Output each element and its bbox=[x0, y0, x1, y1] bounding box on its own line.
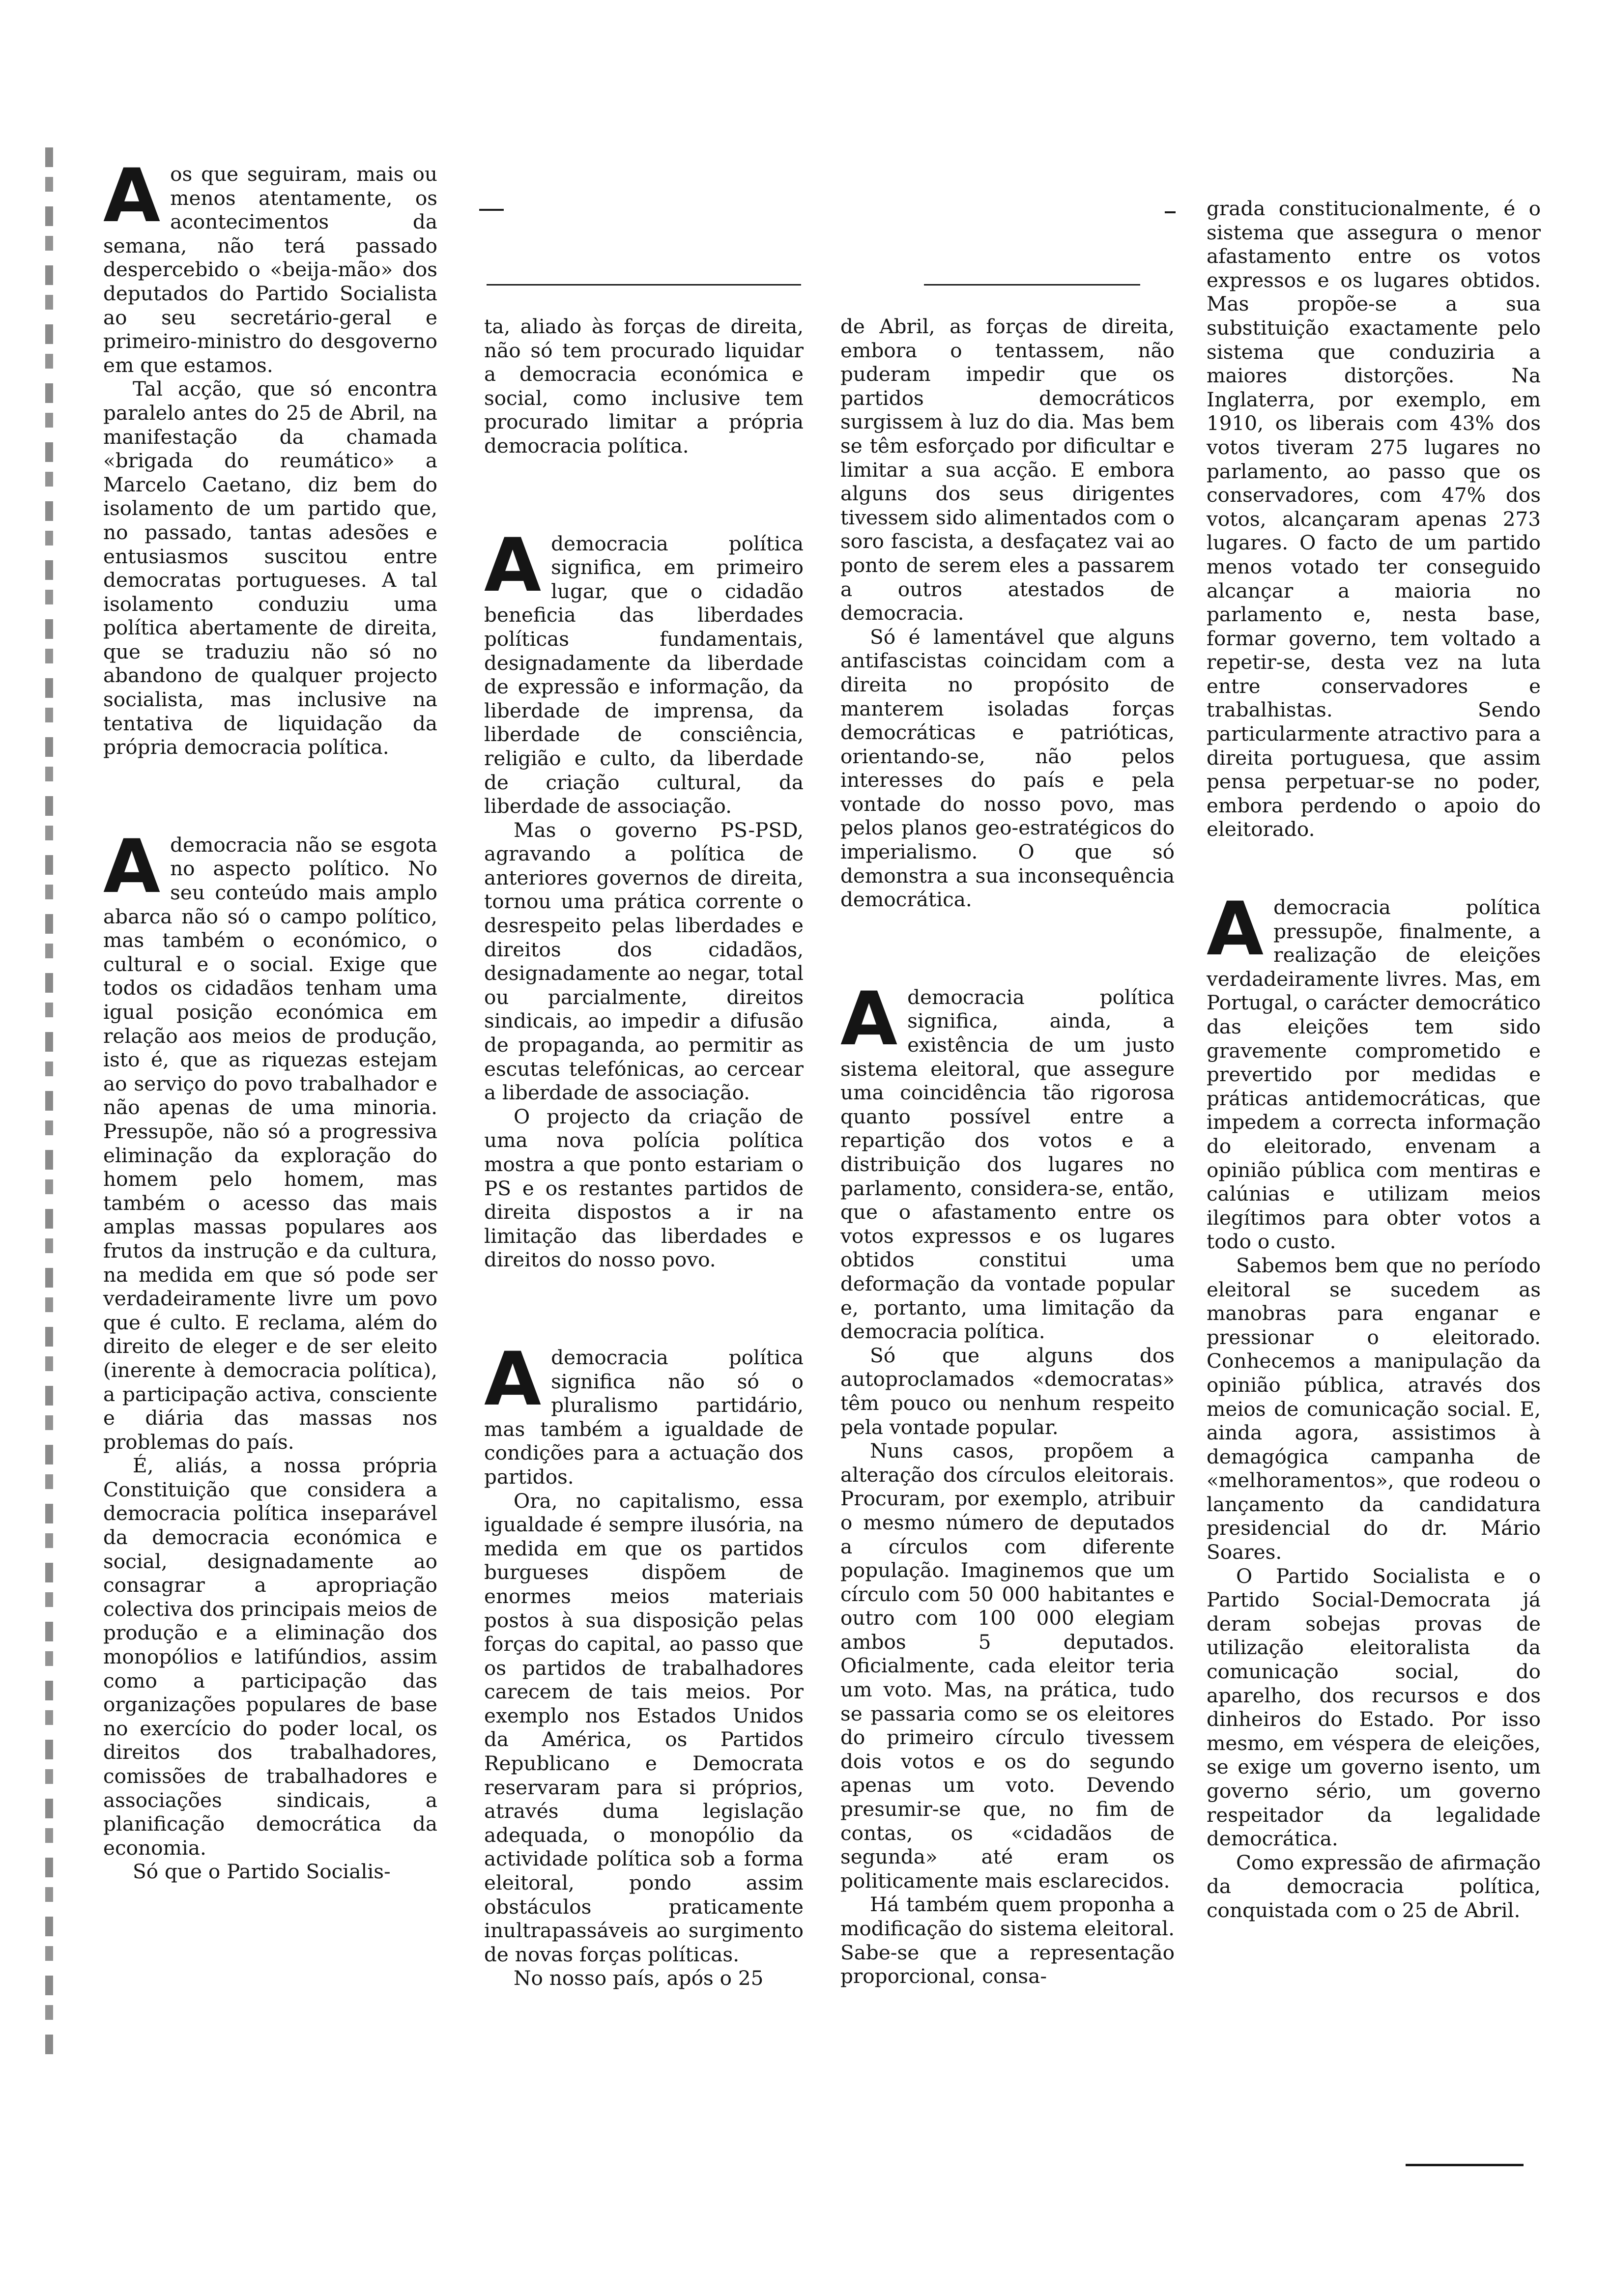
paragraph: Ora, no capitalismo, essa igualdade é sempre ilusória, na medida em que os partidos burgueses dispõem de enormes meios materiais postos à sua disposição pelas forças do capital, ao passo que os partidos de trabalhadores carecem de tais meios. Por exemplo nos Estados Unidos da América, os Partidos Republicano e Democrata reservaram para si próprios, através duma legislação adequada, o monopólio da actividade política sob a forma eleitoral, pondo assim obstáculos praticamente inultrapassáveis ao surgimento de novas forças políticas. bbox=[484, 1489, 804, 1966]
paragraph: democracia política significa não só o pluralismo partidário, mas também a igualdade de condições para a actuação dos partidos. bbox=[484, 1345, 804, 1489]
column-rule-1 bbox=[487, 284, 801, 286]
section-continuation bbox=[840, 315, 1175, 912]
section-free-elections bbox=[1207, 887, 1541, 1923]
paragraph: grada constitucionalmente, é o sistema que assegura o menor afastamento entre os votos expressos e os lugares obtidos. Mas propõe-se a sua substituição exactamente pelo sistema que conduziria a maiores distorções. Na Inglaterra, por exemplo, em 1910, os liberais com 43% dos votos tiveram 275 lugares no parlamento, ao passo que os conservadores, com 47% dos votos, alcançaram apenas 273 lugares. O facto de um partido menos votado ter conseguido alcançar a maioria no parlamento e, nesta base, formar governo, tem voltado a repetir-se, desta vez na luta entre conservadores e trabalhistas. Sendo particularmente atractivo para a direita portuguesa, que assim pensa perpetuar-se no poder, embora perdendo o apoio do eleitorado. bbox=[1207, 197, 1541, 841]
dropcap: A bbox=[840, 976, 898, 1062]
paragraph: No nosso país, após o 25 bbox=[514, 1966, 764, 1990]
end-rule bbox=[1406, 2164, 1524, 2166]
column-3 bbox=[840, 315, 1175, 1988]
column-2 bbox=[484, 315, 804, 1990]
paragraph: democracia política significa, ainda, a existência de um justo sistema eleitoral, que assegure uma coincidência tão rigorosa quanto possível entre a repartição dos votos e a distribuição dos lugares no parlamento, considera-se, então, que o afastamento entre os votos expressos e os lugares obtidos constitui uma deformação da vontade popular e, portanto, uma limitação da democracia política. bbox=[840, 985, 1175, 1344]
section-electoral-system bbox=[840, 976, 1175, 1988]
paragraph: É, aliás, a nossa própria Constituição que considera a democracia política inseparável da democracia económica e social, designadamente ao consagrar a apropriação colectiva dos principais meios de produção e a eliminação dos monopólios e latifúndios, assim como a participação das organizações populares de base no exercício do poder local, os direitos dos trabalhadores, comissões de trabalhadores e associações sindicais, a planificação democrática da economia. bbox=[103, 1454, 437, 1860]
section-continuation bbox=[484, 315, 804, 458]
paragraph: democracia política significa, em primeiro lugar, que o cidadão beneficia das liberdades políticas fundamentais, designadamente da liberdade de expressão e informação, da liberdade de imprensa, da liberdade de consciência, religião e culto, da liberdade de criação cultural, da liberdade de associação. bbox=[484, 531, 804, 818]
paragraph: O Partido Socialista e o Partido Social-Democrata já deram sobejas provas de utilização eleitoralista da comunicação social, do aparelho, dos recursos e dos dinheiros do Estado. Por isso mesmo, em véspera de eleições, se exige um governo isento, um governo sério, um governo respeitador da legalidade democrática. bbox=[1207, 1564, 1541, 1851]
section-political-liberties bbox=[484, 522, 804, 1272]
dropcap: A bbox=[1207, 887, 1264, 973]
section-pluralism bbox=[484, 1336, 804, 1990]
paragraph: de Abril, as forças de direita, embora o tentassem, não puderam impedir que os partidos democráticos surgissem à luz do dia. Mas bem se têm esforçado por dificultar e limitar a sua acção. E embora alguns dos seus dirigentes tivessem sido alimentados com o soro fascista, a desfaçatez vai ao ponto de serem eles a passarem a outros atestados de democracia. bbox=[840, 315, 1175, 625]
dropcap: A bbox=[484, 522, 542, 608]
paragraph: democracia não se esgota no aspecto político. No seu conteúdo mais amplo abarca não só o campo político, mas também o económico, o cultural e o social. Exige que todos os cidadãos tenham uma igual posição económica em relação aos meios de produção, isto é, que as riquezas estejam ao serviço do povo trabalhador e não apenas de uma minoria. Pressupõe, não só a progressiva eliminação da exploração do homem pelo homem, mas também o acesso das mais amplas massas populares aos frutos da instrução e da cultura, na medida em que só pode ser verdadeiramente livre um povo que é culto. E reclama, além do direito de eleger e de ser eleito (inerente à democracia política), a participação activa, consciente e diária das massas nos problemas do país. bbox=[103, 832, 437, 1454]
paragraph: Sabemos bem que no período eleitoral se sucedem as manobras para enganar e pressionar o eleitorado. Conhecemos a manipulação da opinião pública, através dos meios de comunicação social. E, ainda agora, assistimos à demagógica campanha de «melhoramentos», que rodeou o lançamento da candidatura presidencial do dr. Mário Soares. bbox=[1207, 1253, 1541, 1564]
paragraph: Só que o Partido Socialis- bbox=[133, 1860, 391, 1884]
paragraph: Nuns casos, propõem a alteração dos círculos eleitorais. Procuram, por exemplo, atribuir o mesmo número de deputados a círculos com diferente população. Imaginemos que um círculo com 50 000 habitantes e outro com 100 000 elegiam ambos 5 deputados. Oficialmente, cada eleitor teria um voto. Mas, na prática, tudo se passaria como se os eleitores do primeiro círculo tivessem dois votos e os do segundo apenas um voto. Devendo presumir-se que, no fim de contas, os «cidadãos de segunda» até eram os politicamente mais esclarecidos. bbox=[840, 1439, 1175, 1893]
paragraph: democracia política pressupõe, finalmente, a realização de eleições verdadeiramente livres. Mas, em Portugal, o carácter democrático das eleições tem sido gravemente comprometido e prevertido por medidas e práticas antidemocráticas, que impedem a correcta informação do eleitorado, envenam a opinião pública com mentiras e calúnias e utilizam meios ilegítimos para obter votos a todo o custo. bbox=[1207, 895, 1541, 1254]
section-democracy-economic bbox=[103, 824, 437, 1884]
section-continuation bbox=[1207, 197, 1541, 841]
paragraph: Só que alguns dos autoproclamados «democratas» têm pouco ou nenhum respeito pela vontade popular. bbox=[840, 1343, 1175, 1439]
paragraph: ta, aliado às forças de direita, não só tem procurado liquidar a democracia económica e social, como inclusive tem procurado limitar a própria democracia política. bbox=[484, 315, 804, 458]
paragraph: Como expressão de afirmação da democracia política, conquistada com o 25 de Abril. bbox=[1207, 1850, 1541, 1922]
dropcap: A bbox=[103, 824, 161, 910]
column-4 bbox=[1207, 197, 1541, 1923]
dropcap: A bbox=[484, 1336, 542, 1422]
dropcap: A bbox=[103, 153, 161, 239]
paragraph: Tal acção, que só encontra paralelo antes do 25 de Abril, na manifestação da chamada «brigada do reumático» a Marcelo Caetano, diz bem do isolamento de um partido que, no passado, tantas adesões e entusiasmos suscitou entre democratas portugueses. A tal isolamento conduziu uma política abertamente de direita, que se traduziu não só no abandono de qualquer projecto socialista, mas inclusive na tentativa de liquidação da própria democracia política. bbox=[103, 377, 437, 759]
top-dash-right bbox=[1165, 211, 1176, 213]
paragraph: Só é lamentável que alguns antifascistas coincidam com a direita no propósito de manterem isoladas forças democráticas e patrióticas, orientando-se, não pelos interesses do país e pela vontade do nosso povo, mas pelos planos geo-estratégicos do imperialismo. O que só demonstra a sua inconsequência democrática. bbox=[840, 625, 1175, 912]
scanned-page-edge bbox=[45, 147, 53, 2064]
column-rule-2 bbox=[924, 284, 1140, 286]
section-intro bbox=[103, 153, 437, 759]
column-1 bbox=[103, 153, 437, 1884]
paragraph: O projecto da criação de uma nova polícia política mostra a que ponto estariam o PS e os restantes partidos de direita dispostos a ir na limitação das liberdades e direitos do nosso povo. bbox=[484, 1104, 804, 1272]
paragraph: Há também quem proponha a modificação do sistema eleitoral. Sabe-se que a representação proporcional, consa- bbox=[840, 1893, 1175, 1988]
paragraph: Mas o governo PS-PSD, agravando a política de anteriores governos de direita, tornou uma prática corrente o desrespeito pelas liberdades e direitos dos cidadãos, designadamente ao negar, total ou parcialmente, direitos sindicais, ao impedir a difusão de propaganda, ao permitir as escutas telefónicas, ao cercear a liberdade de associação. bbox=[484, 818, 804, 1105]
paragraph: os que seguiram, mais ou menos atentamente, os acontecimentos da semana, não terá passado despercebido o «beija-mão» dos deputados do Partido Socialista ao seu secretário-geral e primeiro-ministro do desgoverno em que estamos. bbox=[103, 162, 437, 377]
top-dash-left bbox=[479, 209, 504, 211]
